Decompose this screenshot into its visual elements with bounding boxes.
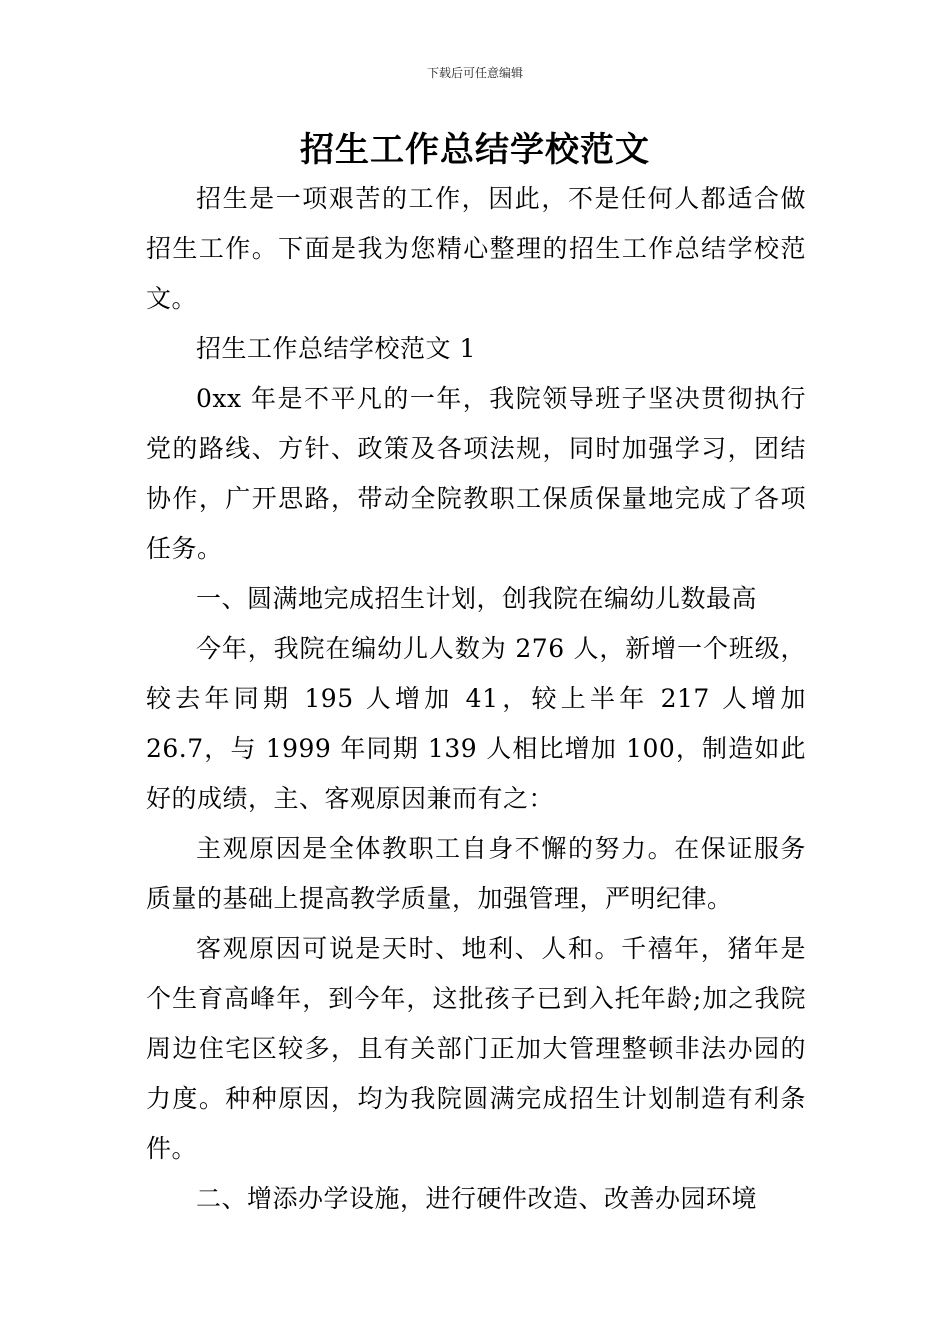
body-paragraph: 主观原因是全体教职工自身不懈的努力。在保证服务质量的基础上提高教学质量，加强管理，严明纪律。: [146, 834, 806, 913]
document-body: [146, 174, 806, 1224]
document-title: 招生工作总结学校范文: [300, 130, 650, 170]
body-paragraph: 0xx 年是不平凡的一年，我院领导班子坚决贯彻执行党的路线、方针、政策及各项法规，同时加强学习，团结协作，广开思路，带动全院教职工保质保量地完成了各项任务。: [146, 384, 806, 563]
section-heading: 招生工作总结学校范文 1: [196, 334, 476, 363]
subsection-heading: 二、增添办学设施，进行硬件改造、改善办园环境: [196, 1184, 758, 1213]
subsection-heading: 一、圆满地完成招生计划，创我院在编幼儿数最高: [196, 584, 758, 613]
body-paragraph: 客观原因可说是天时、地利、人和。千禧年，猪年是个生育高峰年，到今年，这批孩子已到入托年龄;加之我院周边住宅区较多，且有关部门正加大管理整顿非法办园的力度。种种原因，均为我院圆满完成招生计划制造有利条件。: [146, 934, 806, 1163]
intro-paragraph: 招生是一项艰苦的工作，因此，不是任何人都适合做招生工作。下面是我为您精心整理的招生工作总结学校范文。: [146, 184, 806, 313]
body-paragraph: 今年，我院在编幼儿人数为 276 人，新增一个班级，较去年同期 195 人增加 41，较上半年 217 人增加 26.7，与 1999 年同期 139 人相比增加 100，制造如此好的成绩，主、客观原因兼而有之：: [146, 634, 806, 813]
page-header-note: 下载后可任意编辑: [426, 66, 523, 80]
